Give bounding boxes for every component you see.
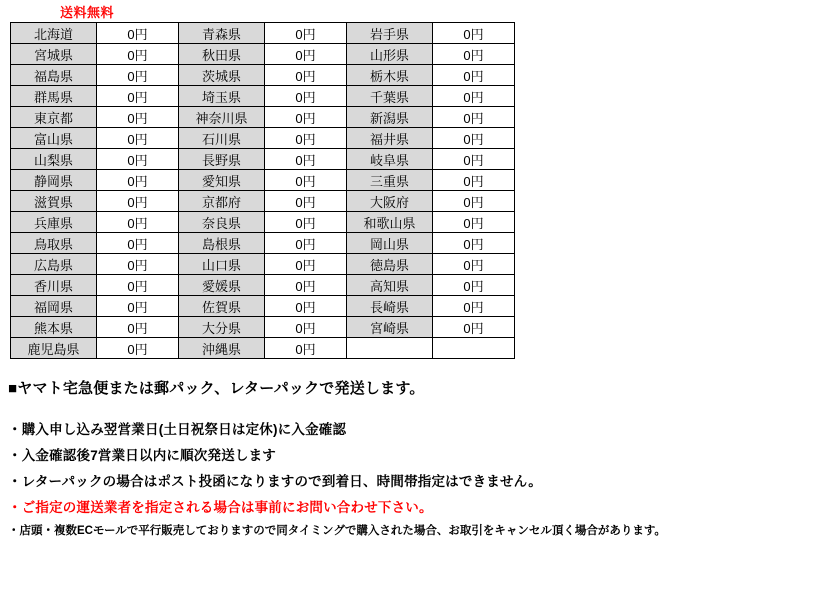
prefecture-name: 山口県 (179, 254, 265, 275)
prefecture-name: 静岡県 (11, 170, 97, 191)
prefecture-price: 0円 (97, 191, 179, 212)
prefecture-price: 0円 (433, 149, 515, 170)
prefecture-price: 0円 (433, 65, 515, 86)
prefecture-price: 0円 (265, 317, 347, 338)
table-row (11, 149, 515, 170)
prefecture-name: 東京都 (11, 107, 97, 128)
prefecture-price: 0円 (97, 65, 179, 86)
prefecture-price: 0円 (265, 86, 347, 107)
prefecture-name: 鳥取県 (11, 233, 97, 254)
table-body (11, 23, 515, 359)
empty-cell (433, 338, 515, 359)
note-line: ・購入申し込み翌営業日(土日祝祭日は定休)に入金確認 (8, 422, 347, 437)
prefecture-name: 香川県 (11, 275, 97, 296)
table-row (11, 107, 515, 128)
table-row (11, 44, 515, 65)
shipping-notes (8, 377, 822, 538)
note-small-print: ・店頭・複数ECモールで平行販売しておりますので同タイミングで購入された場合、お取引をキャンセル頂く場合があります。 (8, 525, 666, 537)
prefecture-price: 0円 (433, 254, 515, 275)
prefecture-name: 大阪府 (347, 191, 433, 212)
prefecture-name: 福岡県 (11, 296, 97, 317)
prefecture-name: 鹿児島県 (11, 338, 97, 359)
prefecture-name: 徳島県 (347, 254, 433, 275)
prefecture-name: 岐阜県 (347, 149, 433, 170)
prefecture-name: 滋賀県 (11, 191, 97, 212)
prefecture-price: 0円 (265, 44, 347, 65)
prefecture-price: 0円 (265, 65, 347, 86)
prefecture-price: 0円 (97, 233, 179, 254)
table-row (11, 275, 515, 296)
prefecture-name: 神奈川県 (179, 107, 265, 128)
prefecture-price: 0円 (433, 107, 515, 128)
prefecture-price: 0円 (97, 86, 179, 107)
prefecture-price: 0円 (97, 254, 179, 275)
prefecture-price: 0円 (433, 23, 515, 44)
prefecture-name: 兵庫県 (11, 212, 97, 233)
table-row (11, 128, 515, 149)
table-row (11, 296, 515, 317)
prefecture-name: 石川県 (179, 128, 265, 149)
prefecture-price: 0円 (265, 296, 347, 317)
prefecture-price: 0円 (265, 254, 347, 275)
prefecture-price: 0円 (433, 212, 515, 233)
prefecture-name: 栃木県 (347, 65, 433, 86)
note-line: ・入金確認後7営業日以内に順次発送します (8, 448, 277, 463)
prefecture-price: 0円 (97, 275, 179, 296)
prefecture-price: 0円 (265, 170, 347, 191)
prefecture-name: 島根県 (179, 233, 265, 254)
prefecture-name: 長崎県 (347, 296, 433, 317)
prefecture-name: 福島県 (11, 65, 97, 86)
prefecture-price: 0円 (433, 296, 515, 317)
prefecture-name: 千葉県 (347, 86, 433, 107)
prefecture-name: 岡山県 (347, 233, 433, 254)
prefecture-price: 0円 (265, 128, 347, 149)
prefecture-name: 熊本県 (11, 317, 97, 338)
prefecture-price: 0円 (97, 317, 179, 338)
empty-cell (347, 338, 433, 359)
prefecture-name: 北海道 (11, 23, 97, 44)
prefecture-name: 富山県 (11, 128, 97, 149)
header (0, 0, 822, 22)
prefecture-name: 和歌山県 (347, 212, 433, 233)
table-row (11, 191, 515, 212)
prefecture-price: 0円 (97, 44, 179, 65)
prefecture-name: 奈良県 (179, 212, 265, 233)
prefecture-name: 青森県 (179, 23, 265, 44)
prefecture-price: 0円 (265, 233, 347, 254)
table-row (11, 65, 515, 86)
note-line: ・レターパックの場合はポスト投函になりますので到着日、時間帯指定はできません。 (8, 474, 542, 489)
prefecture-name: 山形県 (347, 44, 433, 65)
prefecture-price: 0円 (433, 170, 515, 191)
prefecture-price: 0円 (433, 275, 515, 296)
prefecture-name: 愛知県 (179, 170, 265, 191)
prefecture-name: 群馬県 (11, 86, 97, 107)
prefecture-name: 埼玉県 (179, 86, 265, 107)
table-row (11, 86, 515, 107)
prefecture-name: 京都府 (179, 191, 265, 212)
prefecture-price: 0円 (97, 170, 179, 191)
shipping-fee-table (10, 22, 515, 359)
free-shipping-label: 送料無料 (60, 5, 115, 20)
prefecture-name: 宮城県 (11, 44, 97, 65)
prefecture-price: 0円 (265, 107, 347, 128)
prefecture-price: 0円 (433, 86, 515, 107)
prefecture-price: 0円 (433, 44, 515, 65)
prefecture-price: 0円 (265, 23, 347, 44)
table-row (11, 338, 515, 359)
table-row (11, 254, 515, 275)
prefecture-price: 0円 (265, 338, 347, 359)
prefecture-price: 0円 (433, 317, 515, 338)
prefecture-name: 高知県 (347, 275, 433, 296)
prefecture-name: 岩手県 (347, 23, 433, 44)
table-row (11, 233, 515, 254)
table-row (11, 212, 515, 233)
prefecture-name: 沖縄県 (179, 338, 265, 359)
prefecture-price: 0円 (97, 296, 179, 317)
prefecture-name: 山梨県 (11, 149, 97, 170)
prefecture-price: 0円 (433, 233, 515, 254)
prefecture-price: 0円 (265, 212, 347, 233)
prefecture-name: 秋田県 (179, 44, 265, 65)
table-row (11, 317, 515, 338)
prefecture-price: 0円 (265, 149, 347, 170)
prefecture-price: 0円 (97, 149, 179, 170)
prefecture-name: 三重県 (347, 170, 433, 191)
prefecture-name: 新潟県 (347, 107, 433, 128)
prefecture-price: 0円 (433, 128, 515, 149)
prefecture-price: 0円 (265, 191, 347, 212)
table-row (11, 23, 515, 44)
prefecture-name: 愛媛県 (179, 275, 265, 296)
table-row (11, 170, 515, 191)
prefecture-name: 宮崎県 (347, 317, 433, 338)
note-line-highlight: ・ご指定の運送業者を指定される場合は事前にお問い合わせ下さい。 (8, 500, 433, 515)
prefecture-price: 0円 (265, 275, 347, 296)
prefecture-price: 0円 (97, 338, 179, 359)
prefecture-price: 0円 (97, 23, 179, 44)
prefecture-price: 0円 (97, 128, 179, 149)
prefecture-name: 福井県 (347, 128, 433, 149)
prefecture-price: 0円 (97, 107, 179, 128)
prefecture-name: 大分県 (179, 317, 265, 338)
prefecture-name: 茨城県 (179, 65, 265, 86)
prefecture-name: 佐賀県 (179, 296, 265, 317)
notes-heading: ■ヤマト宅急便または郵パック、レターパックで発送します。 (8, 380, 425, 397)
prefecture-price: 0円 (433, 191, 515, 212)
prefecture-price: 0円 (97, 212, 179, 233)
prefecture-name: 広島県 (11, 254, 97, 275)
prefecture-name: 長野県 (179, 149, 265, 170)
